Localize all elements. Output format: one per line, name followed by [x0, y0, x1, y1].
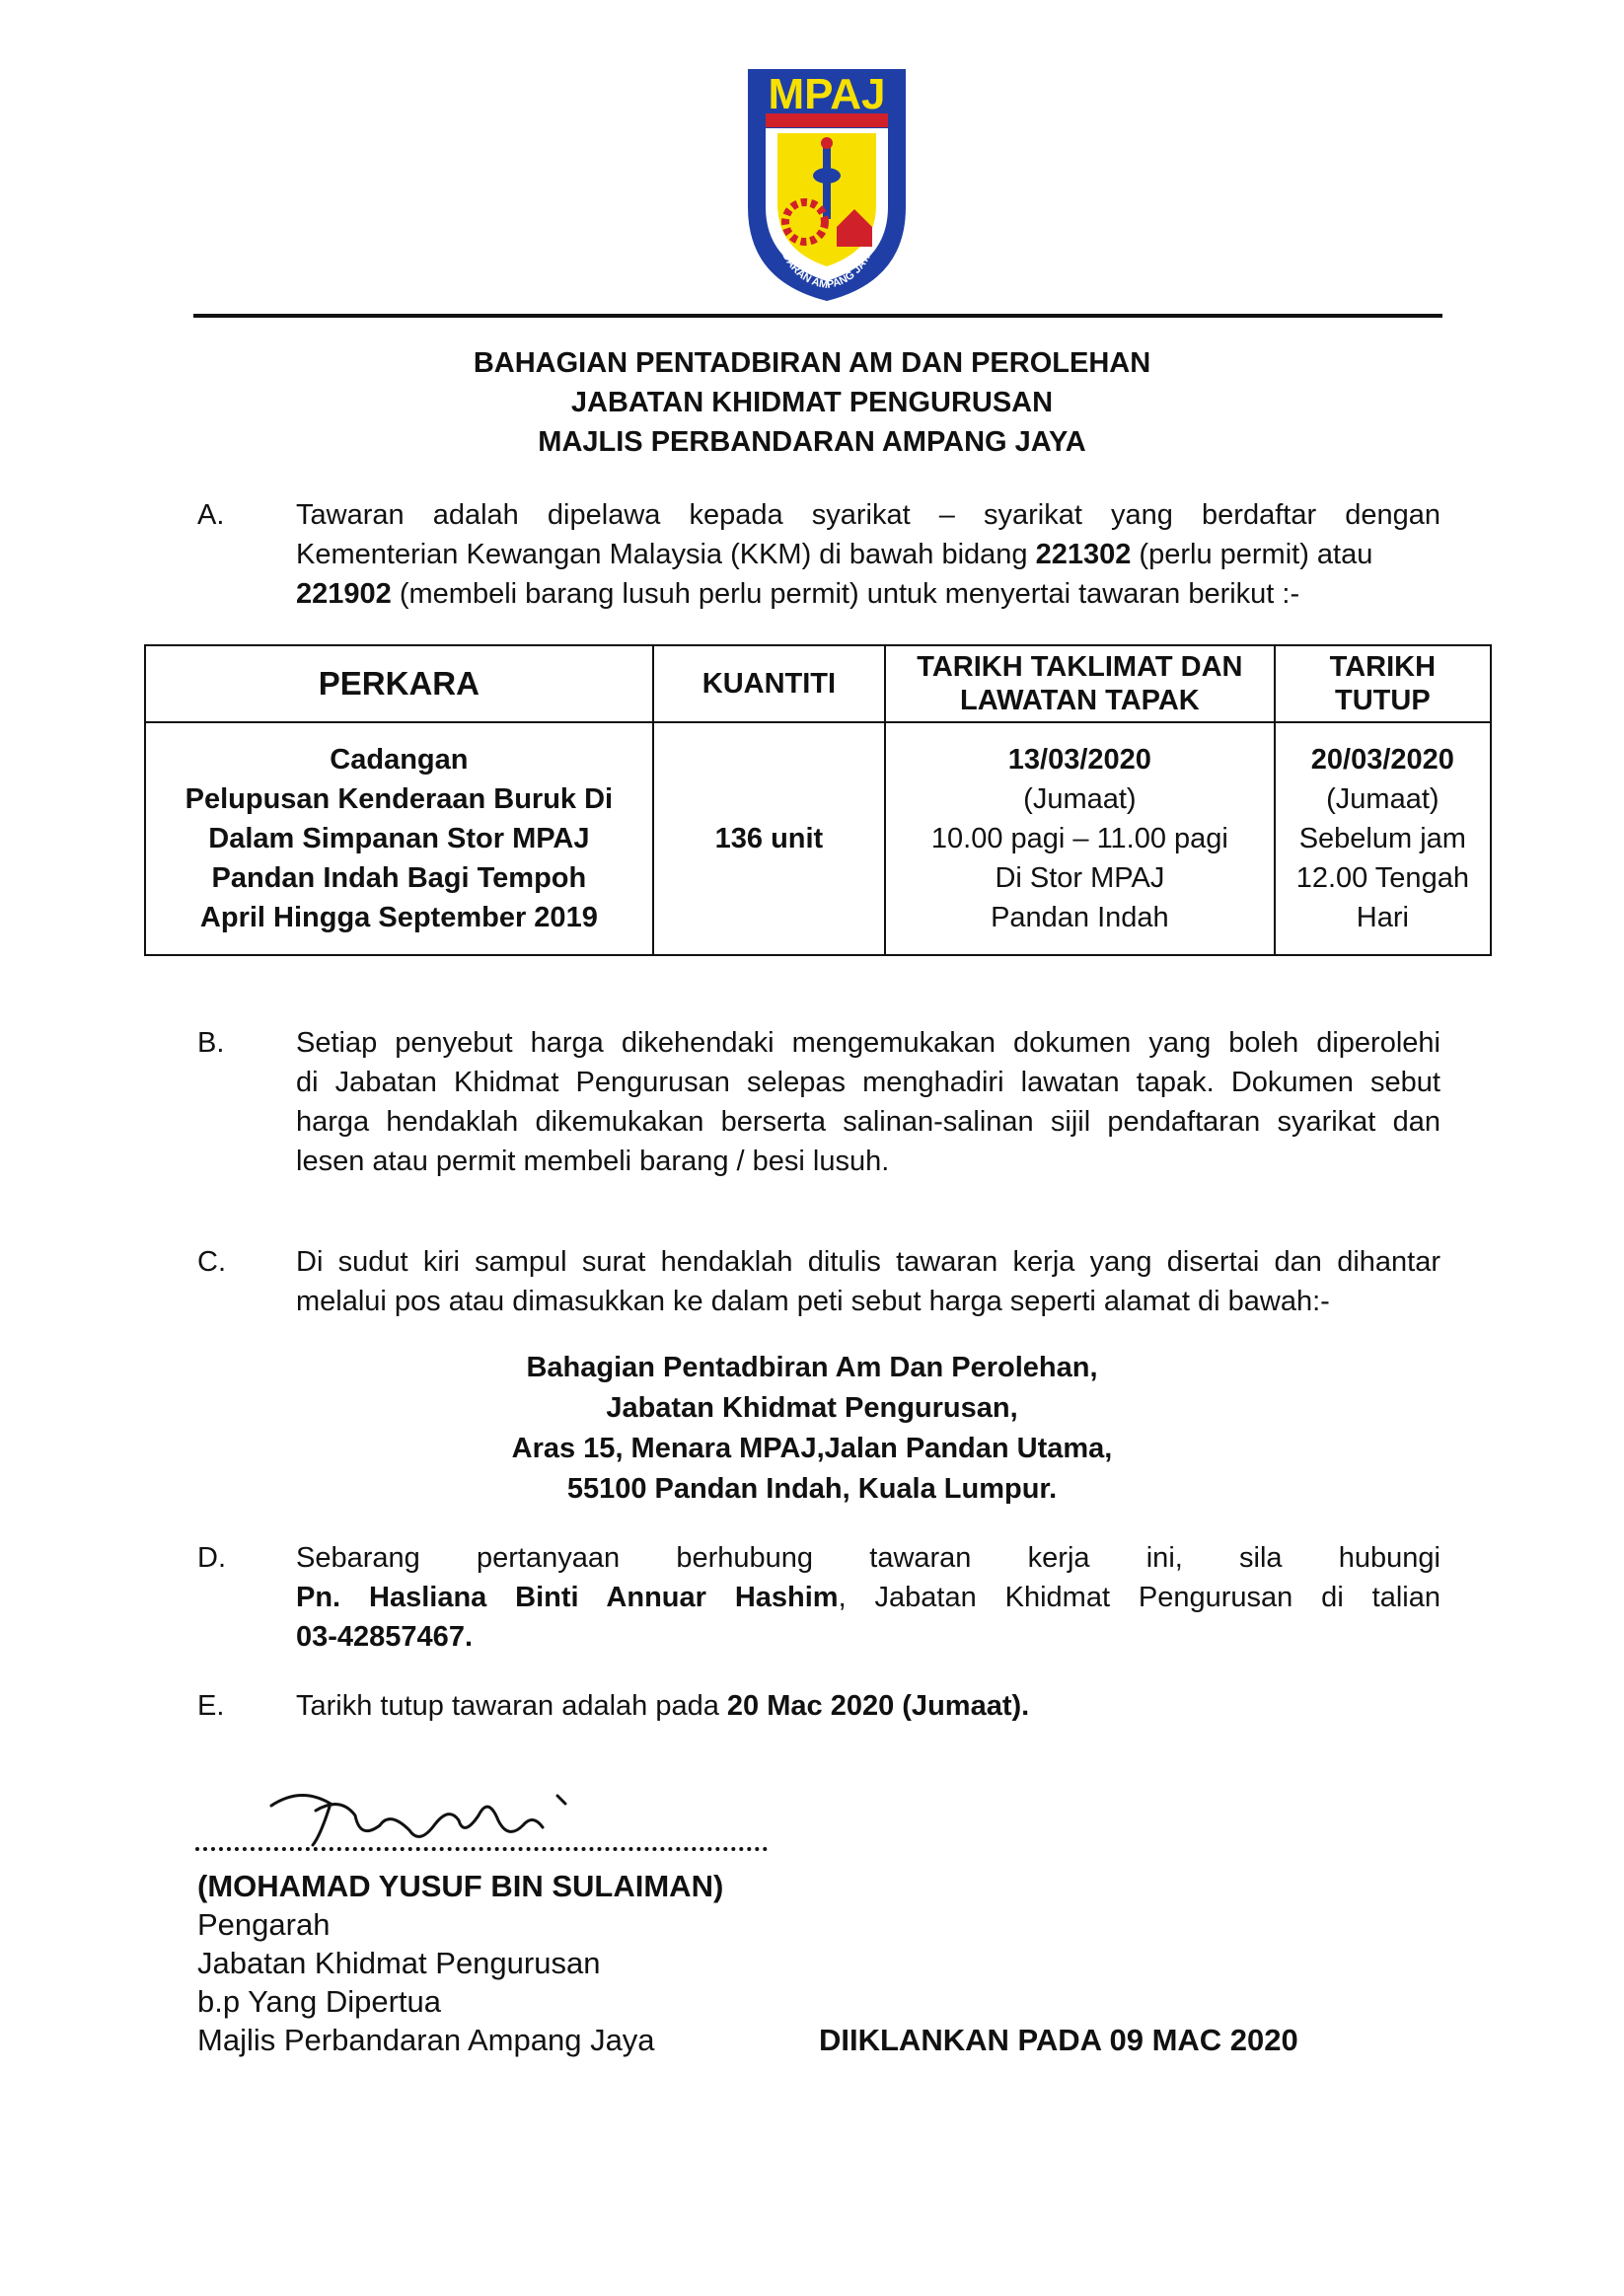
perkara-line: Pelupusan Kenderaan Buruk Di	[185, 783, 614, 815]
closing-date: 20 Mac 2020 (Jumaat).	[726, 1690, 1030, 1722]
address-line-3: Aras 15, Menara MPAJ,Jalan Pandan Utama,	[511, 1433, 1113, 1464]
section-a-text	[296, 495, 1440, 614]
section-e-label: E.	[197, 1690, 225, 1722]
th-tarikh-tutup-line-1: TARIKH	[1329, 651, 1437, 683]
section-a-line-3	[296, 574, 1440, 614]
contact-name: Pn. Hasliana Binti Annuar Hashim	[296, 1582, 839, 1613]
td-perkara	[145, 722, 653, 955]
section-b-line-2: di Jabatan Khidmat Pengurusan selepas menghadiri lawatan tapak. Dokumen sebut	[296, 1067, 1440, 1098]
svg-text:MPAJ: MPAJ	[768, 70, 886, 118]
tutup-line: Sebelum jam	[1298, 823, 1466, 854]
header-rule	[193, 314, 1442, 318]
section-d-line-2-text: , Jabatan Khidmat Pengurusan di talian	[838, 1582, 1440, 1613]
th-tarikh-taklimat-line-1: TARIKH TAKLIMAT DAN	[917, 651, 1243, 683]
section-e-text-pre: Tarikh tutup tawaran adalah pada	[296, 1690, 727, 1722]
advertised-date: DIIKLANKAN PADA 09 MAC 2020	[819, 2023, 1298, 2057]
handwritten-signature	[261, 1776, 617, 1855]
section-a-line-2	[296, 535, 1440, 574]
th-kuantiti: KUANTITI	[653, 645, 885, 722]
signatory-dept: Jabatan Khidmat Pengurusan	[197, 1946, 601, 1980]
signatory-name: (MOHAMAD YUSUF BIN SULAIMAN)	[197, 1869, 724, 1903]
address-line-2: Jabatan Khidmat Pengurusan,	[606, 1392, 1018, 1424]
table-header-row	[145, 645, 1491, 722]
section-b-line-4: lesen atau permit membeli barang / besi lusuh.	[296, 1146, 890, 1177]
section-b-line-3: harga hendaklah dikemukakan berserta salinan-salinan sijil pendaftaran syarikat dan	[296, 1106, 1440, 1138]
tutup-date: 20/03/2020	[1310, 744, 1454, 776]
taklimat-line: Di Stor MPAJ	[995, 862, 1165, 894]
section-a-line-2-text: Kementerian Kewangan Malaysia (KKM) di bawah bidang	[296, 539, 1036, 570]
section-d-line-1: Sebarang pertanyaan berhubung tawaran kerja ini, sila hubungi	[296, 1542, 1440, 1574]
mpaj-logo	[738, 59, 916, 306]
section-a-line-2-post: (perlu permit) atau	[1131, 539, 1373, 570]
signatory-title: Pengarah	[197, 1907, 331, 1942]
taklimat-date: 13/03/2020	[1007, 744, 1151, 776]
th-tarikh-tutup-line-2: TUTUP	[1335, 685, 1431, 716]
signatory-bp: b.p Yang Dipertua	[197, 1984, 442, 2019]
section-a-code-1: 221302	[1035, 539, 1132, 570]
th-tarikh-taklimat-line-2: LAWATAN TAPAK	[960, 685, 1200, 716]
header-line-2: JABATAN KHIDMAT PENGURUSAN	[570, 387, 1054, 418]
th-tarikh-tutup	[1275, 645, 1491, 722]
svg-text:MAJLIS PERBANDARAN AMPANG JAYA: MAJLIS PERBANDARAN AMPANG JAYA	[764, 168, 876, 292]
section-d-line-2	[296, 1578, 1440, 1617]
table-row	[145, 722, 1491, 955]
taklimat-line: 10.00 pagi – 11.00 pagi	[930, 823, 1228, 854]
taklimat-line: Pandan Indah	[991, 902, 1169, 933]
section-c-line-2: melalui pos atau dimasukkan ke dalam peti sebut harga seperti alamat di bawah:-	[296, 1286, 1330, 1317]
taklimat-line: (Jumaat)	[1023, 783, 1137, 815]
td-tarikh-taklimat	[885, 722, 1275, 955]
contact-phone: 03-42857467.	[296, 1621, 473, 1653]
section-a-code-2: 221902	[296, 578, 392, 610]
perkara-line: April Hingga September 2019	[199, 902, 598, 933]
section-b-label: B.	[197, 1027, 225, 1059]
section-b-text	[296, 1023, 1440, 1181]
td-tarikh-tutup	[1275, 722, 1491, 955]
td-kuantiti: 136 unit	[653, 722, 885, 955]
signatory-org: Majlis Perbandaran Ampang Jaya	[197, 2023, 655, 2057]
header-line-3: MAJLIS PERBANDARAN AMPANG JAYA	[538, 426, 1086, 458]
section-c-label: C.	[197, 1246, 226, 1278]
section-a-line-1: Tawaran adalah dipelawa kepada syarikat – syarikat yang berdaftar dengan	[296, 499, 1440, 531]
section-d-label: D.	[197, 1542, 226, 1574]
section-b-line-1: Setiap penyebut harga dikehendaki mengemukakan dokumen yang boleh diperolehi	[296, 1027, 1440, 1059]
section-e-text	[296, 1686, 1440, 1726]
header-line-1: BAHAGIAN PENTADBIRAN AM DAN PEROLEHAN	[473, 347, 1151, 379]
section-a-line-3-text: (membeli barang lusuh perlu permit) untuk menyertai tawaran berikut :-	[391, 578, 1300, 610]
signature-line	[195, 1847, 768, 1851]
tutup-line: (Jumaat)	[1326, 783, 1439, 815]
perkara-line: Pandan Indah Bagi Tempoh	[211, 862, 587, 894]
section-c-text	[296, 1242, 1440, 1321]
section-c-line-1: Di sudut kiri sampul surat hendaklah ditulis tawaran kerja yang disertai dan dihantar	[296, 1246, 1440, 1278]
tutup-line: 12.00 Tengah	[1295, 862, 1469, 894]
th-tarikh-taklimat	[885, 645, 1275, 722]
address-line-4: 55100 Pandan Indah, Kuala Lumpur.	[566, 1473, 1058, 1505]
address-line-1: Bahagian Pentadbiran Am Dan Perolehan,	[526, 1352, 1098, 1383]
section-d-text	[296, 1538, 1440, 1657]
perkara-line: Cadangan	[330, 744, 469, 776]
th-perkara: PERKARA	[145, 645, 653, 722]
tender-table	[144, 644, 1492, 956]
tutup-line: Hari	[1356, 902, 1409, 933]
section-a-label: A.	[197, 499, 225, 531]
perkara-line: Dalam Simpanan Stor MPAJ	[208, 823, 590, 854]
